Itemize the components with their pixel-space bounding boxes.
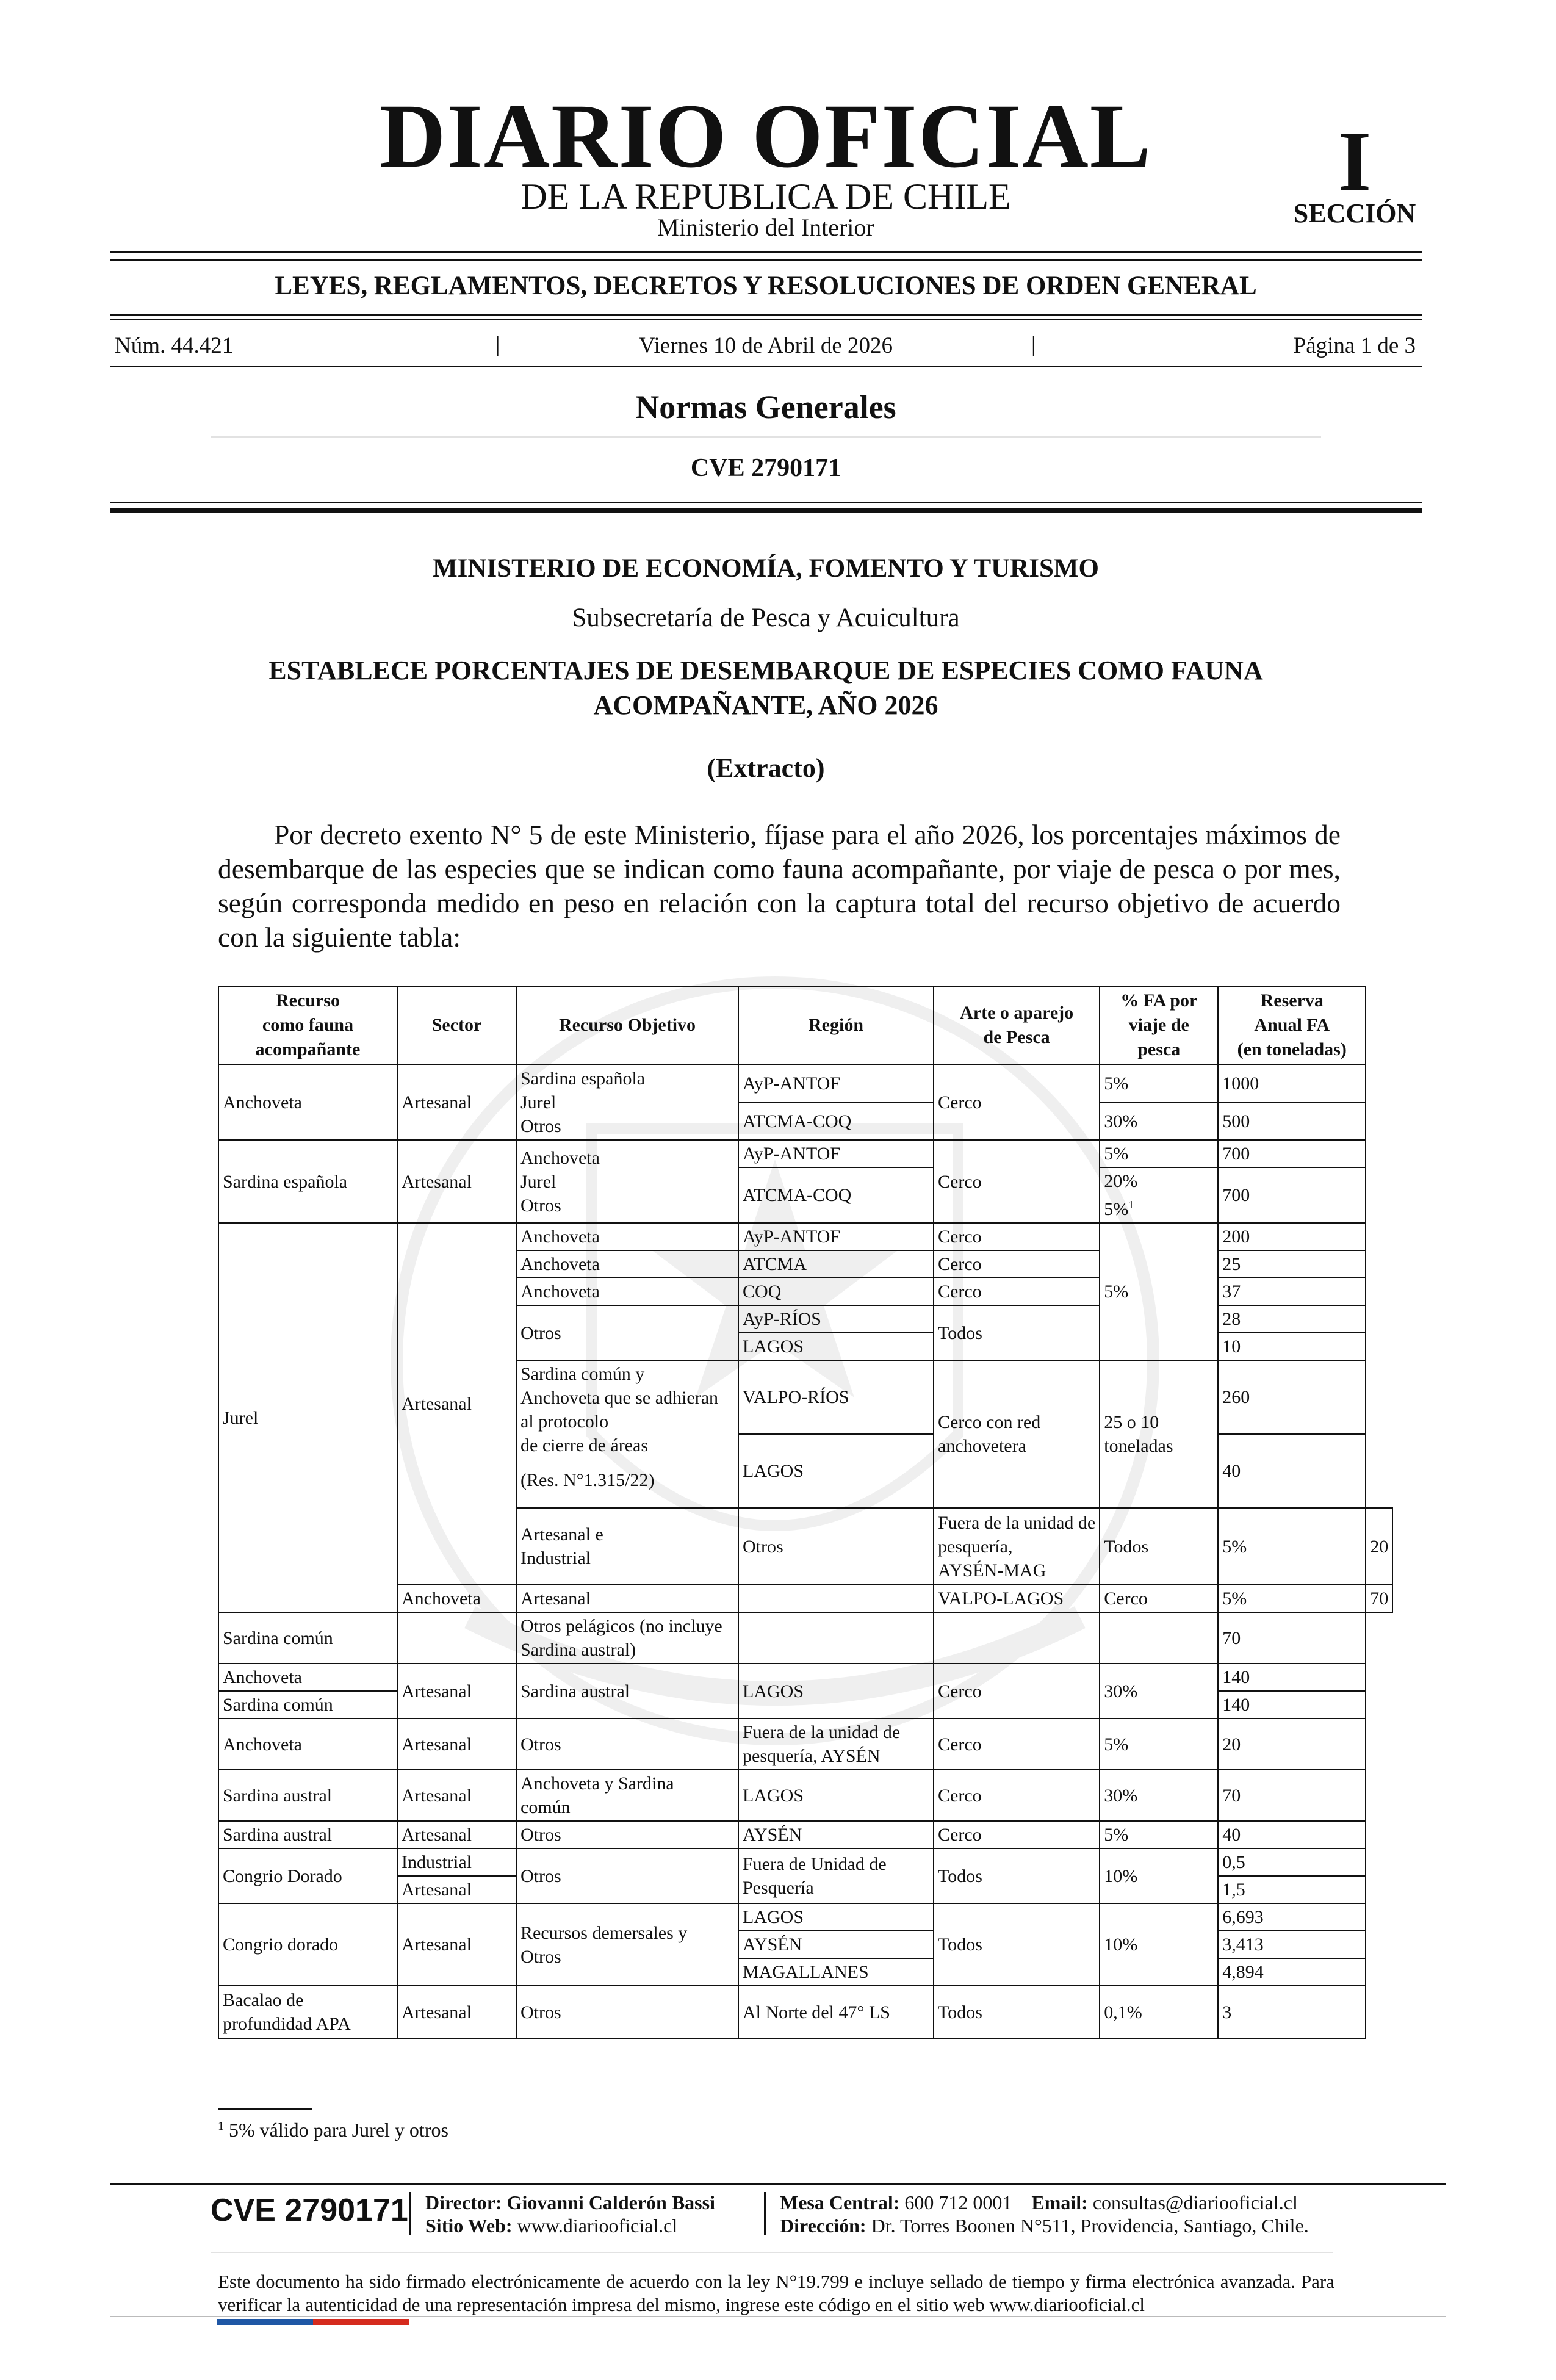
masthead-subtitle: DE LA REPUBLICA DE CHILE [520, 176, 1011, 217]
footer-rule-bottom [110, 2316, 1446, 2317]
table-row [218, 1986, 1392, 2038]
cell-reserva: 500 [1218, 1102, 1366, 1140]
table-row [218, 1848, 1392, 1876]
footer-divider [211, 2252, 1333, 2253]
footnote-text: 5% válido para Jurel y otros [229, 2119, 448, 2141]
masthead-title: DIARIO OFICIAL [380, 85, 1152, 187]
cell-region: AyP-ANTOF [738, 1140, 934, 1167]
footer-separator [764, 2192, 766, 2235]
cell-region: AyP-RÍOS [738, 1305, 934, 1333]
cell-arte [934, 1612, 1100, 1664]
cell-reserva: 4,894 [1218, 1958, 1366, 1986]
cell-sector: Artesanal [397, 1664, 516, 1718]
cell-fa: 30% [1100, 1664, 1218, 1718]
footer-director: Director: Giovanni Calderón Bassi Sitio Web: www.diariooficial.cl [425, 2191, 715, 2237]
cell-reserva: 1,5 [1218, 1876, 1366, 1903]
cell-objetivo: Otros [516, 1986, 738, 2038]
cell-fa: 5% [1100, 1223, 1218, 1360]
table-row [218, 1140, 1392, 1167]
cell-reserva: 260 [1218, 1360, 1366, 1434]
cell-objetivo: Otros [738, 1508, 934, 1585]
cell-sector: Artesanal [397, 1821, 516, 1848]
cell-sector: Industrial [397, 1848, 516, 1876]
cell-fauna: Sardina española [218, 1140, 397, 1223]
cell-objetivo: Otros [516, 1821, 738, 1848]
body-paragraph: Por decreto exento N° 5 de este Ministerio, fíjase para el año 2026, los porcentajes máximos de desembarque de las especies que se indican como fauna acompañante, por viaje de pesca o por mes, según corresponda medido en peso en relación con la captura total del recurso objetivo de acuerdo con la siguiente tabla: [218, 819, 1341, 953]
cell-region: Fuera de Unidad de Pesquería [738, 1848, 934, 1903]
cell-objetivo: Anchoveta Jurel Otros [516, 1140, 738, 1223]
table-row [218, 1064, 1392, 1102]
cell-arte: Cerco [934, 1064, 1100, 1140]
cell-fauna: Sardina común [218, 1612, 397, 1664]
cell-reserva: 0,5 [1218, 1848, 1366, 1876]
cell-region: ATCMA [738, 1250, 934, 1278]
banner-heading: LEYES, REGLAMENTOS, DECRETOS Y RESOLUCIONES DE ORDEN GENERAL [275, 272, 1257, 300]
cell-fa: 5% [1218, 1508, 1366, 1585]
header-reserva: Reserva Anual FA (en toneladas) [1218, 986, 1366, 1064]
footer-rule-top [110, 2183, 1446, 2185]
banner-rule-bottom [110, 319, 1422, 320]
table-row [218, 1821, 1392, 1848]
cell-fa: 5% [1100, 1064, 1218, 1102]
cell-region: VALPO-RÍOS [738, 1360, 934, 1434]
cell-fa: 20% 5%$^1$ [1100, 1167, 1218, 1223]
cell-fa: 0,1% [1100, 1986, 1218, 2038]
cell-fa: 5% [1100, 1718, 1218, 1770]
table-row [218, 1223, 1392, 1250]
table-row [218, 1903, 1392, 1931]
cell-sector: Artesanal [516, 1585, 738, 1612]
cell-fa: 30% [1100, 1102, 1218, 1140]
issue-date: Viernes 10 de Abril de 2026 [639, 333, 893, 358]
cell-reserva: 1000 [1218, 1064, 1366, 1102]
masthead-rule-top [110, 251, 1422, 253]
cell-region: Al Norte del 47° LS [738, 1986, 934, 2038]
ministry-heading: MINISTERIO DE ECONOMÍA, FOMENTO Y TURISMO [433, 554, 1099, 583]
cell-reserva: 25 [1218, 1250, 1366, 1278]
cell-region: AyP-ANTOF [738, 1223, 934, 1250]
cell-objetivo: Anchoveta y Sardina común [516, 1770, 738, 1821]
cell-fa: 5% [1100, 1821, 1218, 1848]
table-header-row [218, 986, 1392, 1064]
header-arte: Arte o aparejo de Pesca [934, 986, 1100, 1064]
cell-region: Fuera de la unidad de pesquería, AYSÉN-MAG [934, 1508, 1100, 1585]
masthead-rule-second [110, 259, 1422, 261]
cell-sector: Artesanal [397, 1770, 516, 1821]
cell-reserva: 140 [1218, 1691, 1366, 1718]
cell-fa: 25 o 10 toneladas [1100, 1360, 1218, 1508]
cell-reserva: 20 [1218, 1718, 1366, 1770]
cell-fauna: Sardina común [218, 1691, 397, 1718]
cell-fauna: Anchoveta [218, 1064, 397, 1140]
cell-region: LAGOS [738, 1770, 934, 1821]
cell-objetivo: Recursos demersales y Otros [516, 1903, 738, 1986]
cell-fauna: Bacalao de profundidad APA [218, 1986, 397, 2038]
footer-disclaimer: Este documento ha sido firmado electrónicamente de acuerdo con la ley N°19.799 e incluye sellado de tiempo y firma electrónica avanzada. Para verificar la autenticidad de una representación impresa del mismo, ingrese este código en el sitio web www.diariooficial.cl [218, 2271, 1334, 2315]
cell-sector: Artesanal [397, 1140, 516, 1223]
header-fa: % FA por viaje de pesca [1100, 986, 1218, 1064]
cell-fauna: Congrio Dorado [218, 1848, 397, 1903]
cell-fa: 10% [1100, 1903, 1218, 1986]
cell-objetivo: Sardina común y Anchoveta que se adhieran al protocolo de cierre de áreas (Res. N°1.315/22) [516, 1360, 738, 1508]
double-rule-top [110, 502, 1422, 503]
cell-reserva: 20 [1366, 1508, 1392, 1585]
cell-fauna: Congrio dorado [218, 1903, 397, 1986]
cell-reserva: 37 [1218, 1278, 1366, 1305]
cell-arte: Cerco [934, 1718, 1100, 1770]
cell-sector: Artesanal [397, 1986, 516, 2038]
banner-rule-top [110, 314, 1422, 316]
cell-sector: Artesanal [397, 1876, 516, 1903]
cell-objetivo: Otros [516, 1848, 738, 1903]
cell-fa [1100, 1612, 1218, 1664]
cell-region: LAGOS [738, 1903, 934, 1931]
cell-arte: Cerco [934, 1250, 1100, 1278]
fauna-table [218, 986, 1393, 2039]
cell-objetivo: Anchoveta [516, 1223, 738, 1250]
section-label: SECCIÓN [1293, 198, 1416, 228]
cell-reserva: 10 [1218, 1333, 1366, 1360]
cell-reserva: 700 [1218, 1140, 1366, 1167]
cell-region: COQ [738, 1278, 934, 1305]
info-separator: | [495, 332, 500, 357]
cell-arte: Todos [934, 1848, 1100, 1903]
cell-objetivo: Sardina española Jurel Otros [516, 1064, 738, 1140]
normas-divider [211, 436, 1321, 438]
footer-separator [409, 2192, 411, 2235]
cell-region: LAGOS [738, 1434, 934, 1508]
cell-objetivo: Otros [516, 1305, 738, 1360]
cell-sector [397, 1612, 516, 1664]
header-recurso-objetivo: Recurso Objetivo [516, 986, 738, 1064]
table-row [218, 1718, 1392, 1770]
cell-region: ATCMA-COQ [738, 1167, 934, 1223]
footer-cve: CVE 2790171 [211, 2193, 408, 2228]
header-region: Región [738, 986, 934, 1064]
cell-arte: Todos [934, 1305, 1100, 1360]
cell-sector: Artesanal e Industrial [516, 1508, 738, 1585]
table-row [218, 1612, 1392, 1664]
cell-region: LAGOS [738, 1333, 934, 1360]
cell-arte: Todos [1100, 1508, 1218, 1585]
cell-sector: Artesanal [397, 1718, 516, 1770]
double-rule-bottom [110, 508, 1422, 513]
page-indicator: Página 1 de 3 [1293, 333, 1416, 358]
header-recurso-fauna: Recurso como fauna acompañante [218, 986, 397, 1064]
cell-reserva: 700 [1218, 1167, 1366, 1223]
cell-sector: Artesanal [397, 1903, 516, 1986]
cell-reserva: 70 [1218, 1770, 1366, 1821]
cell-reserva: 3 [1218, 1986, 1366, 2038]
cell-region: AyP-ANTOF [738, 1064, 934, 1102]
cell-reserva: 40 [1218, 1434, 1366, 1508]
cell-fauna: Sardina austral [218, 1821, 397, 1848]
cell-reserva: 200 [1218, 1223, 1366, 1250]
cell-reserva: 40 [1218, 1821, 1366, 1848]
cell-arte: Cerco [934, 1664, 1100, 1718]
footer-contact: Mesa Central: 600 712 0001 Email: consultas@diariooficial.cl Dirección: Dr. Torres Boonen N°511, Providencia, Santiago, Chile. [780, 2191, 1309, 2237]
info-rule [110, 366, 1422, 367]
cell-region: LAGOS [738, 1664, 934, 1718]
table-row [218, 1770, 1392, 1821]
cell-arte: Cerco [934, 1223, 1100, 1250]
cell-sector: Artesanal [397, 1064, 516, 1140]
cell-region: AYSÉN [738, 1931, 934, 1958]
cell-objetivo: Sardina austral [516, 1664, 738, 1718]
cell-reserva: 6,693 [1218, 1903, 1366, 1931]
cell-fa: 5% [1218, 1585, 1366, 1612]
cell-arte: Todos [934, 1986, 1100, 2038]
cell-region: AYSÉN [738, 1821, 934, 1848]
cell-objetivo: Anchoveta [516, 1278, 738, 1305]
cell-arte: Todos [934, 1903, 1100, 1986]
table-row [218, 1664, 1392, 1691]
cell-arte: Cerco con red anchovetera [934, 1360, 1100, 1508]
cell-fauna: Jurel [218, 1223, 397, 1612]
footnote-mark: 1 [218, 2119, 224, 2133]
footnote-rule [218, 2108, 312, 2110]
cell-reserva: 70 [1366, 1585, 1392, 1612]
cell-fa: 30% [1100, 1770, 1218, 1821]
cell-objetivo: Anchoveta [516, 1250, 738, 1278]
flag-stripe-red [313, 2319, 409, 2325]
cell-region [738, 1612, 934, 1664]
cell-region: ATCMA-COQ [738, 1102, 934, 1140]
cell-fauna: Sardina austral [218, 1770, 397, 1821]
masthead-ministry: Ministerio del Interior [657, 214, 874, 241]
cell-region: Fuera de la unidad de pesquería, AYSÉN [738, 1718, 934, 1770]
section-heading: Normas Generales [635, 389, 896, 425]
cell-reserva: 70 [1218, 1612, 1366, 1664]
cell-arte: Cerco [934, 1821, 1100, 1848]
cell-fauna: Anchoveta [218, 1718, 397, 1770]
info-separator: | [1031, 332, 1036, 357]
cell-fa: 5% [1100, 1140, 1218, 1167]
issue-number: Núm. 44.421 [115, 333, 234, 358]
cell-region: VALPO-LAGOS [934, 1585, 1100, 1612]
cve-heading: CVE 2790171 [690, 454, 841, 482]
footnote-marker: 1 [1128, 1199, 1134, 1211]
cell-fauna: Anchoveta [218, 1664, 397, 1691]
cell-reserva: 28 [1218, 1305, 1366, 1333]
cell-objetivo: Otros pelágicos (no incluye Sardina austral) [516, 1612, 738, 1664]
footnote [218, 2120, 448, 2140]
section-number: I [1338, 114, 1372, 209]
cell-reserva: 140 [1218, 1664, 1366, 1691]
cell-arte: Cerco [934, 1140, 1100, 1223]
cell-objetivo [738, 1585, 934, 1612]
cell-arte: Cerco [1100, 1585, 1218, 1612]
cell-fa: 10% [1100, 1848, 1218, 1903]
cell-region: MAGALLANES [738, 1958, 934, 1986]
flag-stripe-blue [217, 2319, 313, 2325]
cell-fauna: Anchoveta [397, 1585, 516, 1612]
cell-arte: Cerco [934, 1770, 1100, 1821]
cell-sector: Artesanal [397, 1223, 516, 1585]
extracto-label: (Extracto) [707, 753, 825, 783]
header-sector: Sector [397, 986, 516, 1064]
cell-objetivo: Otros [516, 1718, 738, 1770]
cell-reserva: 3,413 [1218, 1931, 1366, 1958]
subsecretaria: Subsecretaría de Pesca y Acuicultura [572, 604, 960, 632]
cell-arte: Cerco [934, 1278, 1100, 1305]
decree-title: ESTABLECE PORCENTAJES DE DESEMBARQUE DE ESPECIES COMO FAUNA ACOMPAÑANTE, AÑO 2026 [268, 655, 1263, 721]
